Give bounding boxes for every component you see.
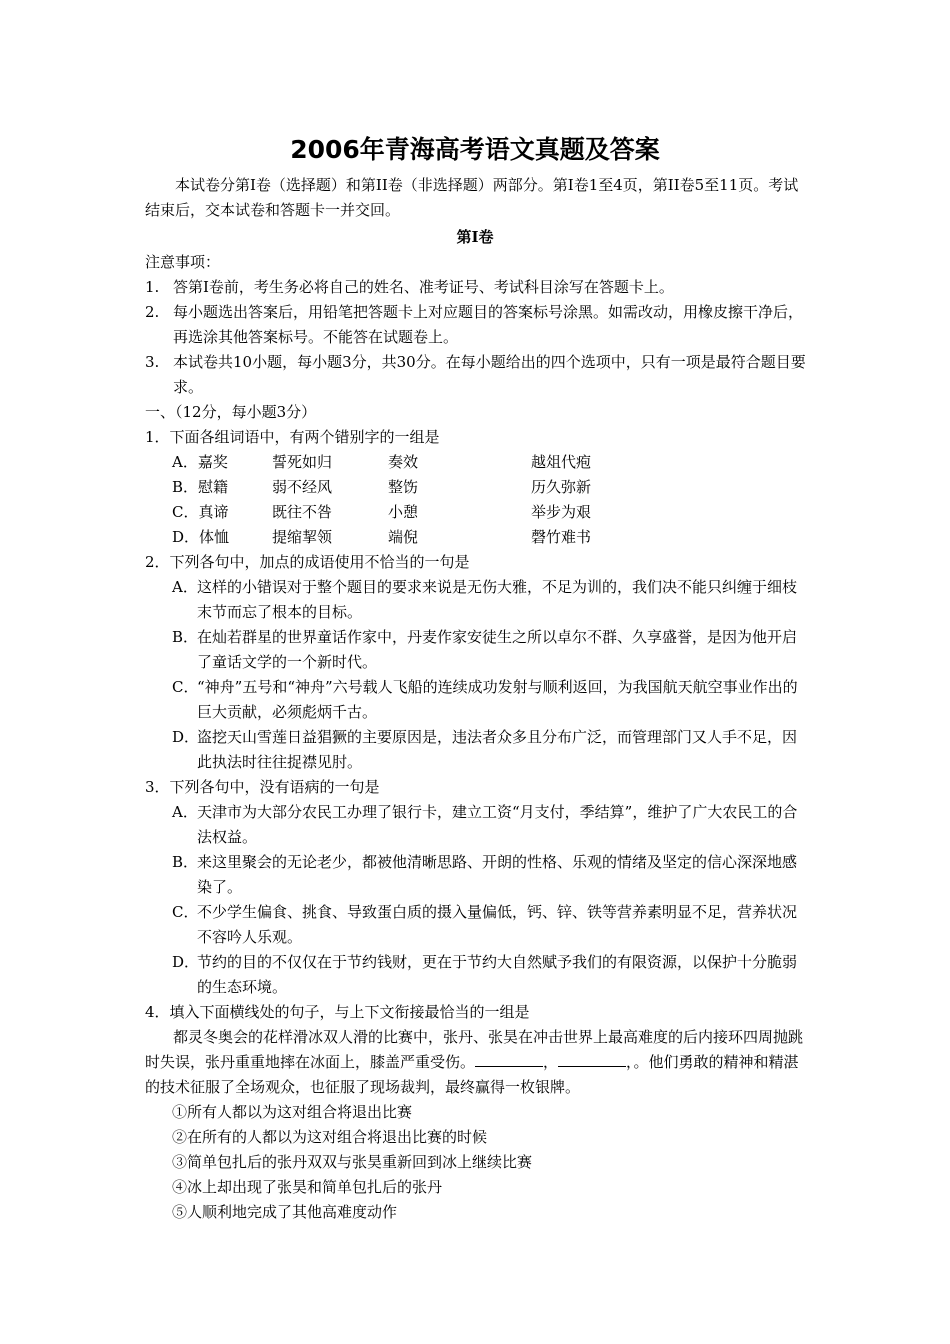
answer-blank xyxy=(558,1052,626,1067)
question-3-option-c: C． 不少学生偏食、挑食、导致蛋白质的摄入量偏低，钙、锌、铁等营养素明显不足，营养状况不容吟人乐观。 xyxy=(172,903,798,946)
question-1-stem: 1．下面各组词语中，有两个错别字的一组是 xyxy=(145,428,440,446)
question-2-option-b: B． 在灿若群星的世界童话作家中，丹麦作家安徒生之所以卓尔不群、久享盛誉，是因为他开启了童话文学的一个新时代。 xyxy=(172,628,798,671)
notice-item-number: 2. xyxy=(145,303,160,321)
intro-paragraph: 本试卷分第I卷（选择题）和第II卷（非选择题）两部分。第I卷1至4页，第II卷5至11页。考试结束后，交本试卷和答题卡一并交回。 xyxy=(145,176,799,219)
notice-item-text: 答第I卷前，考生务必将自己的姓名、准考证号、考试科目涂写在答题卡上。 xyxy=(173,278,674,296)
question-4-passage: 都灵冬奥会的花样滑冰双人滑的比赛中，张丹、张昊在冲击世界上最高难度的后内接环四周抛跳时失误，张丹重重地摔在冰面上，膝盖严重受伤。 ， ，。他们勇敢的精神和精湛的技术征服了全场观众，也征服了现场裁判，最终赢得一枚银牌。 xyxy=(145,1028,804,1096)
section-title: 第I卷 xyxy=(456,228,494,246)
part-heading: 一、（12分，每小题3分） xyxy=(145,403,317,421)
question-2-stem: 2．下列各句中，加点的成语使用不恰当的一句是 xyxy=(145,553,470,571)
question-4-choice: ④冰上却出现了张昊和简单包扎后的张丹 xyxy=(172,1178,443,1196)
question-4-choice: ⑤人顺利地完成了其他高难度动作 xyxy=(172,1203,398,1221)
question-4-stem: 4．填入下面横线处的句子，与上下文衔接最恰当的一组是 xyxy=(145,1003,530,1021)
question-2-option-a: A． 这样的小错误对于整个题目的要求来说是无伤大雅，不足为训的，我们决不能只纠缠于细枝末节而忘了根本的目标。 xyxy=(172,578,798,621)
question-3-stem: 3．下列各句中，没有语病的一句是 xyxy=(145,778,380,796)
page-title: 2006年青海高考语文真题及答案 xyxy=(290,135,660,164)
question-2-option-c: C． “神舟”五号和“神舟”六号载人飞船的连续成功发射与顺利返回，为我国航天航空事业作出的巨大贡献，必须彪炳千古。 xyxy=(172,678,798,721)
notice-item xyxy=(145,275,810,300)
question-4-choice: ①所有人都以为这对组合将退出比赛 xyxy=(172,1103,413,1121)
question-3-option-a: A． 天津市为大部分农民工办理了银行卡，建立工资“月支付，季结算”，维护了广大农民工的合法权益。 xyxy=(172,803,798,846)
notice-item xyxy=(145,350,810,400)
notice-item-text: 每小题选出答案后，用铅笔把答题卡上对应题目的答案标号涂黑。如需改动，用橡皮擦干净后，再选涂其他答案标号。不能答在试题卷上。 xyxy=(173,303,804,346)
notice-item-text: 本试卷共10小题，每小题3分，共30分。在每小题给出的四个选项中，只有一项是最符合题目要求。 xyxy=(173,353,806,396)
notice-item-number: 1. xyxy=(145,278,160,296)
question-4-choice: ③简单包扎后的张丹双双与张昊重新回到冰上继续比赛 xyxy=(172,1153,533,1171)
option-row-c: C．真谛 既往不咎 小憩 举步为艰 xyxy=(172,503,592,521)
notice-heading: 注意事项： xyxy=(145,253,221,271)
question-3-option-b: B． 来这里聚会的无论老少，都被他清晰思路、开朗的性格、乐观的情绪及坚定的信心深深地感染了。 xyxy=(172,853,798,896)
notice-item-number: 3. xyxy=(145,353,160,371)
question-1-options xyxy=(172,450,591,550)
question-2-option-d: D． 盗挖天山雪莲日益猖獗的主要原因是，违法者众多且分布广泛，而管理部门又人手不足，因此执法时往往捉襟见肘。 xyxy=(172,728,798,771)
notice-item xyxy=(145,300,810,350)
option-row-b: B．慰籍 弱不经风 整饬 历久弥新 xyxy=(172,478,592,496)
question-4-choice: ②在所有的人都以为这对组合将退出比赛的时候 xyxy=(172,1128,488,1146)
option-row-d: D．体恤 提缩挈领 端倪 磬竹难书 xyxy=(172,528,592,546)
question-3-option-d: D． 节约的目的不仅仅在于节约钱财，更在于节约大自然赋予我们的有限资源，以保护十分脆弱的生态环境。 xyxy=(172,953,798,996)
answer-blank xyxy=(475,1052,543,1067)
option-row-a: A．嘉奖 誓死如归 奏效 越俎代疱 xyxy=(172,453,592,471)
